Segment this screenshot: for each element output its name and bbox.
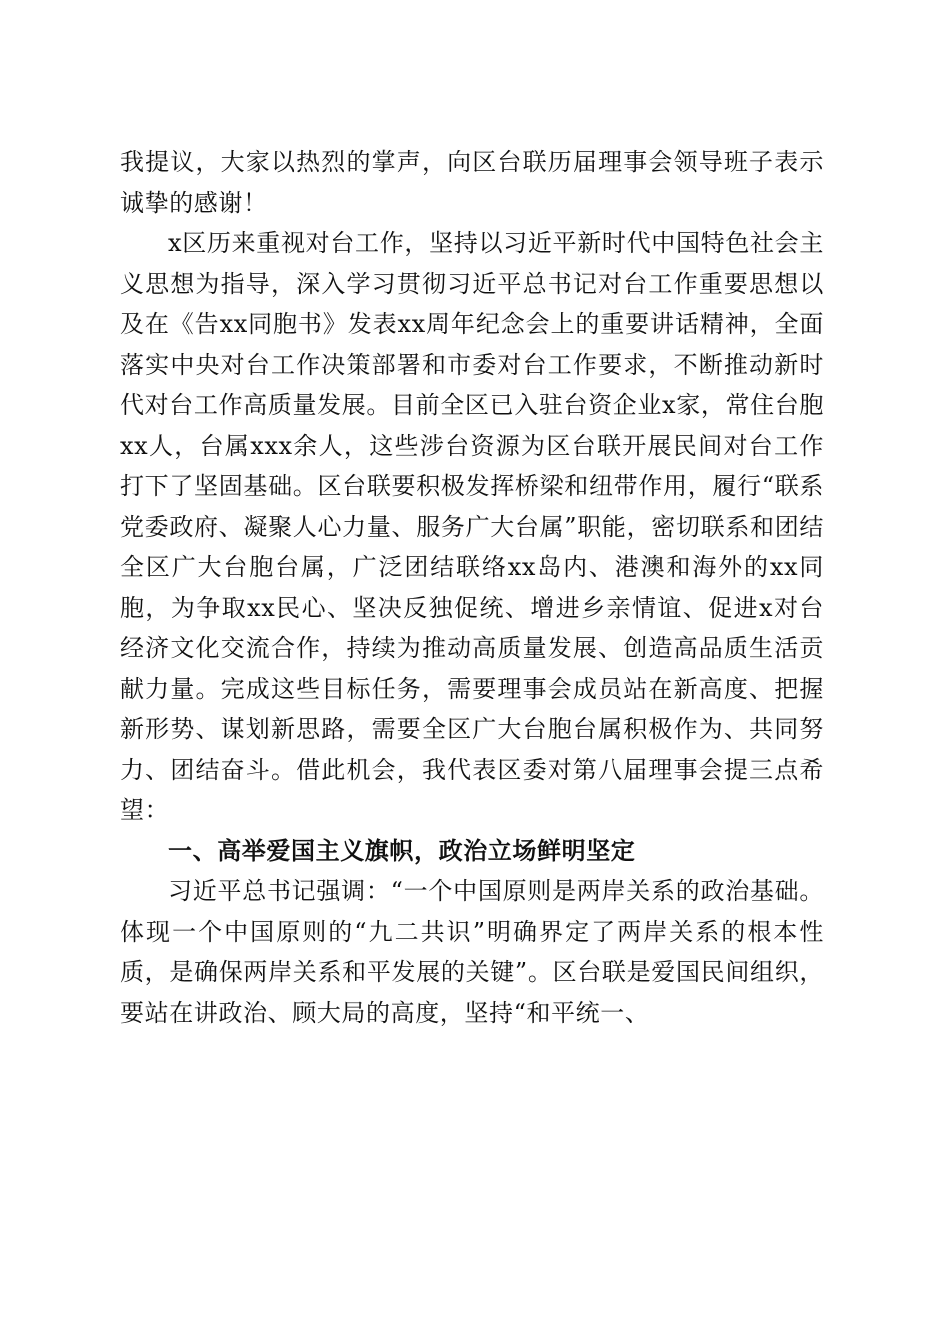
document-body [120, 142, 824, 1033]
paragraph-applause: 我提议，大家以热烈的掌声，向区台联历届理事会领导班子表示诚挚的感谢！ [120, 148, 824, 217]
paragraph-taiwan-work: x区历来重视对台工作，坚持以习近平新时代中国特色社会主义思想为指导，深入学习贯彻习近平总书记对台工作重要思想以及在《告xx同胞书》发表xx周年纪念会上的重要讲话精神，全面落实中央对台工作决策部署和市委对台工作要求，不断推动新时代对台工作高质量发展。目前全区已入驻台资企业x家，常住台胞xx人，台属xxx余人，这些涉台资源为区台联开展民间对台工作打下了坚固基础。区台联要积极发挥桥梁和纽带作用，履行“联系党委政府、凝聚人心力量、服务广大台属”职能，密切联系和团结全区广大台胞台属，广泛团结联络xx岛内、港澳和海外的xx同胞，为争取xx民心、坚决反独促统、增进乡亲情谊、促进x对台经济文化交流合作，持续为推动高质量发展、创造高品质生活贡献力量。完成这些目标任务，需要理事会成员站在新高度、把握新形势、谋划新思路，需要全区广大台胞台属积极作为、共同努力、团结奋斗。借此机会，我代表区委对第八届理事会提三点希望： [120, 229, 824, 824]
section-heading-1: 一、高举爱国主义旗帜，政治立场鲜明坚定 [168, 836, 636, 865]
paragraph-one-china: 习近平总书记强调：“一个中国原则是两岸关系的政治基础。体现一个中国原则的“九二共识”明确界定了两岸关系的根本性质，是确保两岸关系和平发展的关键”。区台联是爱国民间组织，要站在讲政治、顾大局的高度，坚持“和平统一、 [120, 877, 824, 1027]
